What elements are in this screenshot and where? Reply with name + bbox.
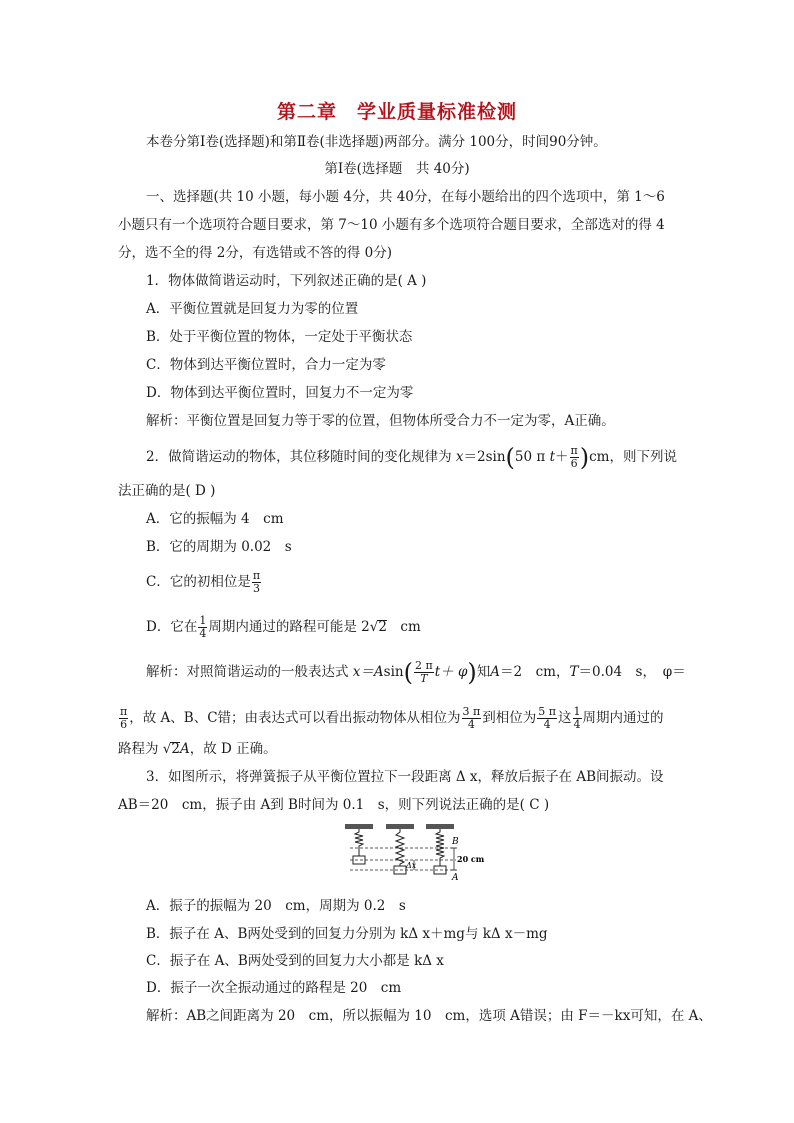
fraction-5pi-over-4: $\frac{5 \pi}{4}$ xyxy=(538,705,556,731)
q2-analysis-line-3: 路程为 √2A，故 D 正确。 xyxy=(118,741,277,757)
q3-option-b: B．振子在 A、B两处受到的回复力分别为 kΔ x＋mg与 kΔ x－mg xyxy=(146,926,548,942)
fraction-pi-over-3: $\frac{\pi}{3}$ xyxy=(252,569,261,595)
fraction-3pi-over-4: $\frac{3 \pi}{4}$ xyxy=(462,705,481,731)
instruction-line-2: 小题只有一个选项符合题目要求，第 7～10 小题有多个选项符合题目要求，全部选对的得 4 xyxy=(118,217,665,233)
q1-option-b: B．处于平衡位置的物体，一定处于平衡状态 xyxy=(146,329,413,345)
q2-stem-line-2: 法正确的是( D ) xyxy=(118,483,216,499)
q3-stem-line-2: AB＝20 cm，振子由 A到 B时间为 0.1 s，则下列说法正确的是( C ) xyxy=(118,797,550,813)
q1-option-a: A．平衡位置就是回复力为零的位置 xyxy=(146,301,359,317)
fraction-1-over-4: $\frac{1}{4}$ xyxy=(199,614,207,640)
q2-option-d: D．它在 $\frac{1}{4}$ 周期内通过的路程可能是 2√2 cm xyxy=(146,614,421,640)
fraction-pi-over-6: $\frac{\pi}{6}$ xyxy=(570,444,578,470)
fraction-2pi-over-T: $\frac{2 \pi}{T}$ xyxy=(415,659,433,685)
q2-stem: 2．做简谐运动的物体，其位移随时间的变化规律为 x＝2sin(50 π t＋ $\frac{\pi}{6}$ )cm，则下列说 xyxy=(146,443,677,472)
q3-option-d: D．振子一次全振动通过的路程是 20 cm xyxy=(146,980,402,996)
fraction-pi-over-6: $\frac{\pi}{6}$ xyxy=(120,705,128,731)
q3-option-c: C．振子在 A、B两处受到的回复力大小都是 kΔ x xyxy=(146,953,444,969)
q3-analysis: 解析：AB之间距离为 20 cm，所以振幅为 10 cm，选项 A错误；由 F＝－kx可知，在 A、 xyxy=(146,1008,712,1024)
section-title: 第Ⅰ卷(选择题 共 40分) xyxy=(324,161,470,177)
spring-oscillator-figure xyxy=(340,822,485,886)
q2-option-b: B．它的周期为 0.02 s xyxy=(146,539,292,555)
fraction-1-over-4: $\frac{1}{4}$ xyxy=(573,705,581,731)
q2-option-a: A．它的振幅为 4 cm xyxy=(146,511,284,527)
q1-option-d: D．物体到达平衡位置时，回复力不一定为零 xyxy=(146,385,414,401)
q3-option-a: A．振子的振幅为 20 cm，周期为 0.2 s xyxy=(146,898,406,914)
page-title: 第二章 学业质量标准检测 xyxy=(276,101,517,123)
q1-stem: 1．物体做简谐运动时，下列叙述正确的是( A ) xyxy=(146,273,427,289)
q1-analysis: 解析：平衡位置是回复力等于零的位置，但物体所受合力不一定为零，A正确。 xyxy=(146,413,615,429)
label-delta-x: Δx xyxy=(406,861,417,870)
q3-stem-line-1: 3．如图所示，将弹簧振子从平衡位置拉下一段距离 Δ x，释放后振子在 AB间振动。设 xyxy=(146,769,664,785)
q1-option-c: C．物体到达平衡位置时，合力一定为零 xyxy=(146,357,386,373)
label-distance: 20 cm xyxy=(457,854,485,864)
instruction-line-1: 一、选择题(共 10 小题，每小题 4分，共 40分，在每小题给出的四个选项中，第 1～6 xyxy=(146,189,665,205)
label-a: A xyxy=(452,873,459,883)
label-b: B xyxy=(452,837,459,847)
q2-option-c: C．它的初相位是 $\frac{\pi}{3}$ xyxy=(146,569,261,595)
instruction-line-3: 分，选不全的得 2分，有选错或不答的得 0分) xyxy=(118,245,393,261)
q2-analysis-line-1: 解析：对照简谐运动的一般表达式 x＝Asin( $\frac{2 \pi}{T}$ t＋ φ)知A＝2 cm，T＝0.04 s， φ＝ xyxy=(146,658,686,687)
ceiling-supports xyxy=(345,824,454,829)
springs xyxy=(355,829,444,866)
intro-text: 本卷分第Ⅰ卷(选择题)和第Ⅱ卷(非选择题)两部分。满分 100分，时间90分钟。 xyxy=(146,134,607,150)
q2-analysis-line-2: $\frac{\pi}{6}$ ，故 A、B、C错；由表达式可以看出振动物体从相位为 $\frac{3 \pi}{4}$ 到相位为 $\frac{5 \pi}{4}$ 这 $\frac{1}{4}$ 周期内通过的 xyxy=(120,705,664,731)
